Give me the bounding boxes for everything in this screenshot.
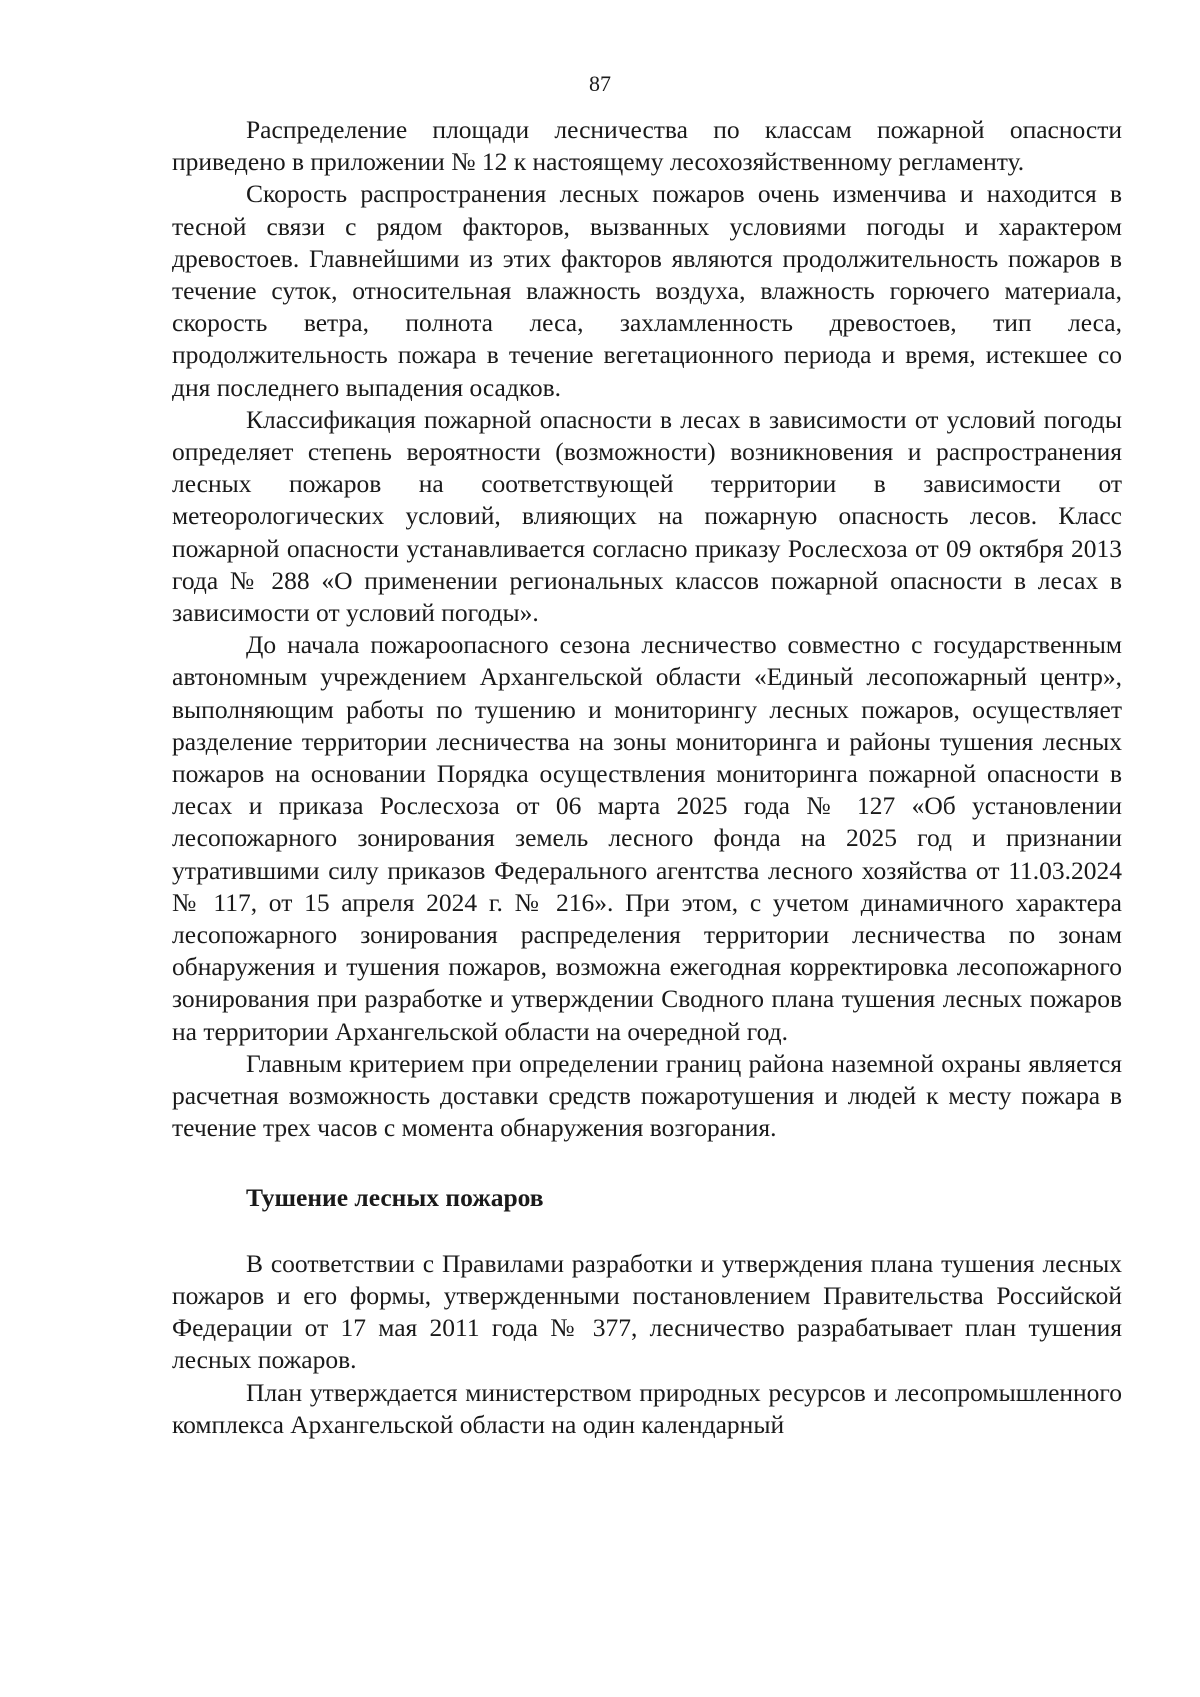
paragraph-ground-protection-criterion: Главным критерием при определении границ района наземной охраны является расчетная возможность доставки средств пожаротушения и людей к месту пожара в течение трех часов с момента обнаружения возгорания. (172, 1048, 1122, 1143)
paragraph-extinguishing-plan-rules: В соответствии с Правилами разработки и утверждения плана тушения лесных пожаров и его формы, утвержденными постановлением Правительства Российской Федерации от 17 мая 2011 года № 377, лесничество разрабатывает план тушения лесных пожаров. (172, 1248, 1122, 1375)
paragraph-fire-spread-speed: Скорость распространения лесных пожаров очень изменчива и находится в тесной связи с рядом факторов, вызванных условиями погоды и характером древостоев. Главнейшими из этих факторов являются продолжительность пожаров в течение суток, относительная влажность воздуха, влажность горючего материала, скорость ветра, полнота леса, захламленность древостоев, тип леса, продолжительность пожара в течение вегетационного периода и время, истекшее со дня последнего выпадения осадков. (172, 179, 1122, 402)
document-body (172, 114, 1122, 1441)
page-number: 87 (589, 71, 611, 96)
section-heading: Тушение лесных пожаров (246, 1182, 544, 1212)
paragraph-fire-class-distribution: Распределение площади лесничества по классам пожарной опасности приведено в приложении № 12 к настоящему лесохозяйственному регламенту. (172, 115, 1122, 177)
paragraph-fire-zoning: До начала пожароопасного сезона лесничество совместно с государственным автономным учреждением Архангельской области «Единый лесопожарный центр», выполняющим работы по тушению и мониторингу лесных пожаров, осуществляет разделение территории лесничества на зоны мониторинга и районы тушения лесных пожаров на основании Порядка осуществления мониторинга пожарной опасности в лесах и приказа Рослесхоза от 06 марта 2025 года № 127 «Об установлении лесопожарного зонирования земель лесного фонда на 2025 год и признании утратившими силу приказов Федерального агентства лесного хозяйства от 11.03.2024 № 117, от 15 апреля 2024 г. № 216». При этом, с учетом динамичного характера лесопожарного зонирования распределения территории лесничества по зонам обнаружения и тушения пожаров, возможна ежегодная корректировка лесопожарного зонирования при разработке и утверждении Сводного плана тушения лесных пожаров на территории Архангельской области на очередной год. (172, 630, 1122, 1046)
paragraph-plan-approval: План утверждается министерством природных ресурсов и лесопромышленного комплекса Архангельской области на один календарный (172, 1377, 1122, 1439)
paragraph-fire-danger-classification: Классификация пожарной опасности в лесах в зависимости от условий погоды определяет степень вероятности (возможности) возникновения и распространения лесных пожаров на соответствующей территории в зависимости от метеорологических условий, влияющих на пожарную опасность лесов. Класс пожарной опасности устанавливается согласно приказу Рослесхоза от 09 октября 2013 года № 288 «О применении региональных классов пожарной опасности в лесах в зависимости от условий погоды». (172, 404, 1122, 628)
